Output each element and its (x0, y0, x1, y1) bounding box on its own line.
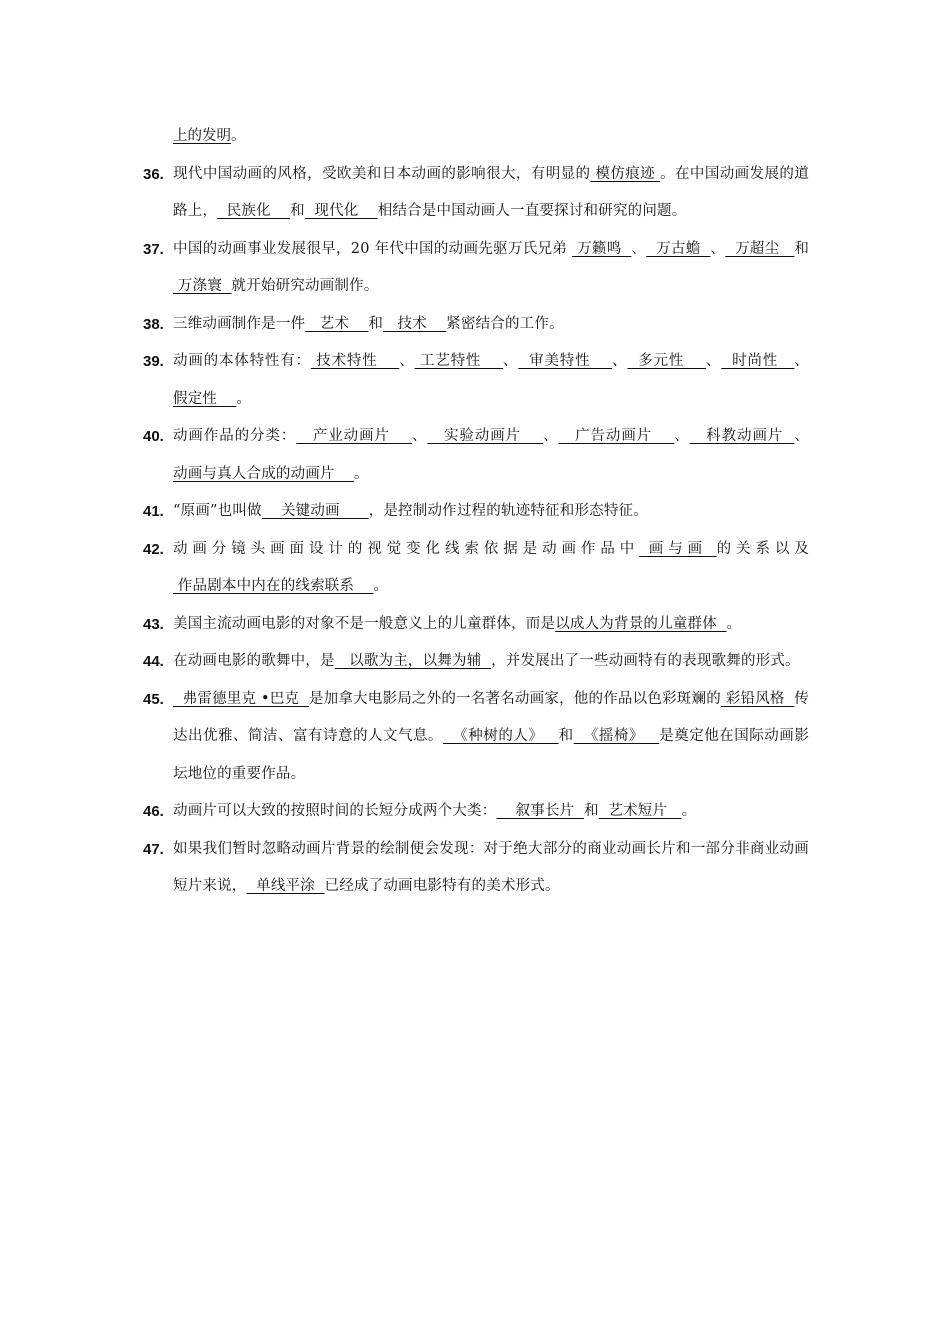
question-fragment: 动画分镜头画面设计的视觉变化线索依据是动画作品中 (173, 540, 640, 557)
question-fragment: 、 (502, 353, 519, 369)
question-fragment: “原画”也叫做 (173, 503, 262, 519)
question-item (143, 306, 809, 344)
question-fragment: 动画的本体特性有： (173, 353, 311, 369)
question-fragment: 、 (710, 240, 726, 257)
question-item (143, 606, 809, 644)
answer-blank: 艺术 (305, 315, 369, 332)
answer-blank: 工艺特性 (414, 353, 503, 369)
question-fragment: 三维动画制作是一件 (173, 315, 306, 332)
answer-blank: 《种树的人》 (443, 728, 559, 744)
question-list (143, 118, 809, 906)
answer-blank: 万古蟾 (646, 240, 711, 257)
question-fragment: 、 (705, 353, 722, 369)
question-fragment: 在动画电影的歌舞中，是 (173, 653, 335, 669)
question-fragment: 中国的动画事业发展很早，20 年代中国的动画先驱万氏兄弟 (173, 240, 573, 257)
question-fragment: 动画片可以大致的按照时间的长短分成两个大类： (173, 803, 497, 819)
question-fragment: 和 (584, 803, 599, 819)
question-text (173, 531, 809, 606)
question-text (173, 156, 809, 231)
question-item (143, 531, 809, 606)
answer-blank: 艺术短片 (598, 803, 682, 819)
question-item (143, 643, 809, 681)
question-fragment: 。在中国动画发展的道路上， (173, 165, 809, 219)
question-number: 45. (143, 690, 164, 708)
question-fragment: 和 (368, 315, 384, 332)
question-fragment: 、 (631, 240, 647, 257)
question-fragment: 。 (373, 578, 389, 594)
answer-blank: 现代化 (304, 203, 378, 219)
question-fragment: 是加拿大电影局之外的一名著名动画家，他的作品以色彩斑斓的 (308, 690, 721, 707)
question-text (173, 343, 809, 418)
question-fragment: 美国主流动画电影的对象不是一般意义上的儿童群体，而是 (173, 615, 556, 632)
question-item (143, 681, 809, 794)
question-text (173, 306, 809, 344)
question-fragment: 、 (794, 353, 810, 369)
question-fragment: 和 (290, 203, 305, 219)
question-fragment: 。 (236, 390, 252, 407)
question-number: 47. (143, 840, 164, 858)
question-fragment: 、 (612, 353, 628, 369)
question-fragment: 相结合是中国动画人一直要探讨和研究的问题。 (377, 203, 687, 219)
question-item (143, 343, 809, 418)
question-number: 41. (143, 503, 164, 520)
answer-blank: 万超尘 (725, 240, 795, 257)
question-item (143, 493, 809, 531)
question-fragment: 、 (543, 428, 559, 444)
question-text (173, 231, 809, 306)
answer-blank: 实验动画片 (427, 428, 544, 444)
question-fragment: ，是控制动作过程的轨迹特征和形态特征。 (368, 503, 648, 519)
answer-blank: 上的发明 (173, 128, 231, 144)
question-number: 46. (143, 803, 164, 820)
question-number: 44. (143, 653, 164, 670)
question-fragment: 、 (399, 353, 415, 369)
answer-blank: 以成人为背景的儿童群体 (555, 615, 727, 632)
question-fragment: 就开始研究动画制作。 (231, 278, 379, 294)
question-fragment: 。 (726, 615, 742, 632)
answer-blank: 彩铅风格 (720, 690, 795, 707)
question-item (143, 156, 809, 231)
question-fragment: 、 (794, 428, 810, 444)
question-fragment: 。 (353, 465, 369, 482)
question-item (143, 231, 809, 306)
question-item (143, 831, 809, 906)
answer-blank: 广告动画片 (558, 428, 675, 444)
answer-blank: 产业动画片 (296, 428, 412, 444)
answer-blank: 假定性 (173, 390, 237, 407)
answer-blank: 叙事长片 (496, 803, 585, 819)
answer-blank: 以歌为主，以舞为辅 (334, 653, 492, 669)
answer-blank: 《摇椅》 (573, 728, 660, 744)
question-text (173, 493, 809, 531)
answer-blank: 万涤寰 (173, 278, 232, 294)
question-fragment: 动画作品的分类： (173, 428, 297, 444)
answer-blank: 作品剧本中内在的线索联系 (173, 578, 374, 594)
answer-blank: 时尚性 (721, 353, 795, 369)
answer-blank: 民族化 (217, 203, 291, 219)
answer-blank: 多元性 (627, 353, 706, 369)
question-fragment: 、 (412, 428, 428, 444)
question-fragment: 的关系以及 (716, 540, 809, 557)
question-number: 40. (143, 428, 164, 445)
question-item (143, 418, 809, 493)
question-item (143, 793, 809, 831)
question-fragment: 现代中国动画的风格，受欧美和日本动画的影响很大，有明显的 (173, 165, 591, 182)
question-fragment: 和 (794, 240, 810, 257)
question-text (173, 606, 809, 644)
answer-blank: 技术 (383, 315, 447, 332)
answer-blank: 单线平涂 (246, 878, 325, 894)
question-fragment: 。 (681, 803, 697, 819)
question-fragment: 是奠定他在国际动画影坛地位的重要作品。 (173, 728, 810, 782)
question-text (173, 681, 809, 794)
answer-blank: 关键动画 (261, 503, 369, 519)
answer-blank: 万籁鸣 (572, 240, 632, 257)
continued-line (143, 118, 809, 156)
answer-blank: 审美特性 (518, 353, 613, 369)
question-fragment: 如果我们暂时忽略动画片背景的绘制便会发现：对于绝大部分的商业动画长片和一部分非商业动画短片来说， (173, 840, 809, 894)
answer-blank: 动画与真人合成的动画片 (173, 465, 354, 482)
question-number: 37. (143, 240, 164, 258)
answer-blank: 模仿痕迹 (590, 165, 661, 182)
answer-blank: 画与画 (639, 540, 717, 557)
question-text (173, 418, 809, 493)
question-number: 36. (143, 165, 164, 183)
question-fragment: 紧密结合的工作。 (446, 315, 564, 332)
question-fragment: ，并发展出了一些动画特有的表现歌舞的形式。 (491, 653, 800, 669)
answer-blank: 弗雷德里克 •巴克 (173, 690, 309, 707)
question-text (173, 793, 809, 831)
question-number: 43. (143, 615, 164, 633)
question-number: 39. (143, 353, 164, 370)
answer-blank: 科教动画片 (689, 428, 795, 444)
question-text (173, 831, 809, 906)
question-fragment: 和 (558, 728, 574, 744)
question-number: 38. (143, 315, 164, 333)
question-fragment: 传达出优雅、简洁、富有诗意的人文气息。 (173, 690, 809, 744)
question-fragment: 、 (674, 428, 690, 444)
question-number: 42. (143, 540, 164, 558)
question-fragment: 已经成了动画电影特有的美术形式。 (324, 878, 560, 894)
answer-blank: 技术特性 (310, 353, 400, 369)
continued-text: 。 (231, 128, 246, 144)
question-text (173, 643, 809, 681)
